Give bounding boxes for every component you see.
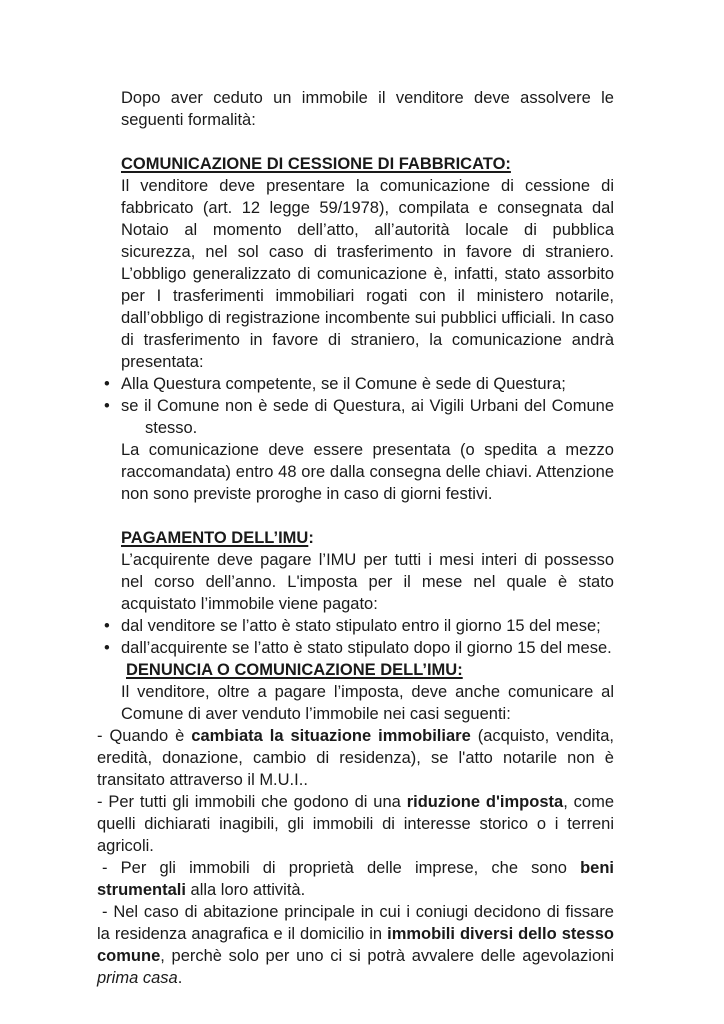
bullet-icon: • [104,375,110,393]
blank-line [97,131,614,153]
heading-text: DENUNCIA O COMUNICAZIONE DELL’IMU: [126,661,463,679]
heading-text: PAGAMENTO DELL’IMU [121,529,309,547]
text-segment: dal venditore se l’atto è stato stipulato entro il giorno 15 del mese; [121,617,601,635]
document-content [97,87,614,989]
text-segment: La comunicazione deve essere presentata (o spedita a mezzo raccomandata) entro 48 ore dalla consegna delle chiavi. Attenzione non sono previste proroghe in caso di giorni festivi. [121,441,614,503]
paragraph [121,439,614,505]
paragraph [97,901,614,989]
text-segment: prima casa [97,969,178,987]
paragraph [97,791,614,857]
text-segment: beni strumentali [97,859,614,899]
text-segment: Il venditore, oltre a pagare l’imposta, deve anche comunicare al Comune di aver venduto l’immobile nei casi seguenti: [121,683,614,723]
text-segment: L’acquirente deve pagare l’IMU per tutti i mesi interi di possesso nel corso dell’anno. L'imposta per il mese nel quale è stato acquistato l’immobile viene pagato: [121,551,614,613]
text-segment: alla loro attività. [185,881,306,899]
bullet-icon: • [104,397,110,415]
bullet-icon: • [104,617,110,635]
paragraph [97,857,614,901]
text-segment: (acquisto, vendita, eredità, donazione, cambio di residenza), se l'atto notarile non è transitato attraverso il M.U.I.. [97,727,615,789]
text-segment: riduzione d'imposta [406,793,564,811]
bullet-item [104,615,614,637]
paragraph [121,87,614,131]
text-segment: dall’acquirente se l’atto è stato stipulato dopo il giorno 15 del mese. [121,639,612,657]
text-segment: - Quando è [97,727,192,745]
bullet-item [104,373,614,395]
paragraph [121,681,614,725]
paragraph [121,549,614,615]
text-segment: se il Comune non è sede di Questura, ai Vigili Urbani del Comune stesso. [121,397,614,437]
paragraph [121,175,614,373]
bullet-item [104,395,614,439]
text-segment: immobili diversi dello stesso comune [97,925,614,965]
section-heading [121,659,614,681]
heading-text: COMUNICAZIONE DI CESSIONE DI FABBRICATO: [121,155,511,173]
section-heading [121,527,614,549]
text-segment: , come quelli dichiarati inagibili, gli immobili di interesse storico o i terreni agricoli. [97,793,614,855]
text-segment: Dopo aver ceduto un immobile il venditore deve assolvere le seguenti formalità: [121,89,614,129]
heading-suffix: : [308,529,314,547]
paragraph [97,725,614,791]
text-segment: . [177,969,183,987]
text-segment: - Per tutti gli immobili che godono di una [97,793,407,811]
bullet-icon: • [104,639,110,657]
section-heading [121,153,614,175]
blank-line [97,505,614,527]
text-segment: - Nel caso di abitazione principale in cui i coniugi decidono di fissare la residenza anagrafica e il domicilio in [97,903,614,943]
text-segment: cambiata la situazione immobiliare [191,727,471,745]
text-segment: - Per gli immobili di proprietà delle imprese, che sono [102,859,581,877]
text-segment: , perchè solo per uno ci si potrà avvalere delle agevolazioni [160,947,614,965]
text-segment: Alla Questura competente, se il Comune è sede di Questura; [121,375,566,393]
bullet-item [104,637,614,659]
text-segment: Il venditore deve presentare la comunicazione di cessione di fabbricato (art. 12 legge 59/1978), compilata e consegnata dal Notaio al momento dell’atto, all’autorità locale di pubblica sicurezza, nel sol caso di trasferimento in favore di straniero. L’obbligo generalizzato di comunicazione è, infatti, stato assorbito per I trasferimenti immobiliari rogati con il ministero notarile, dall’obbligo di registrazione incombente sui pubblici ufficiali. In caso di trasferimento in favore di straniero, la comunicazione andrà presentata: [121,177,614,371]
